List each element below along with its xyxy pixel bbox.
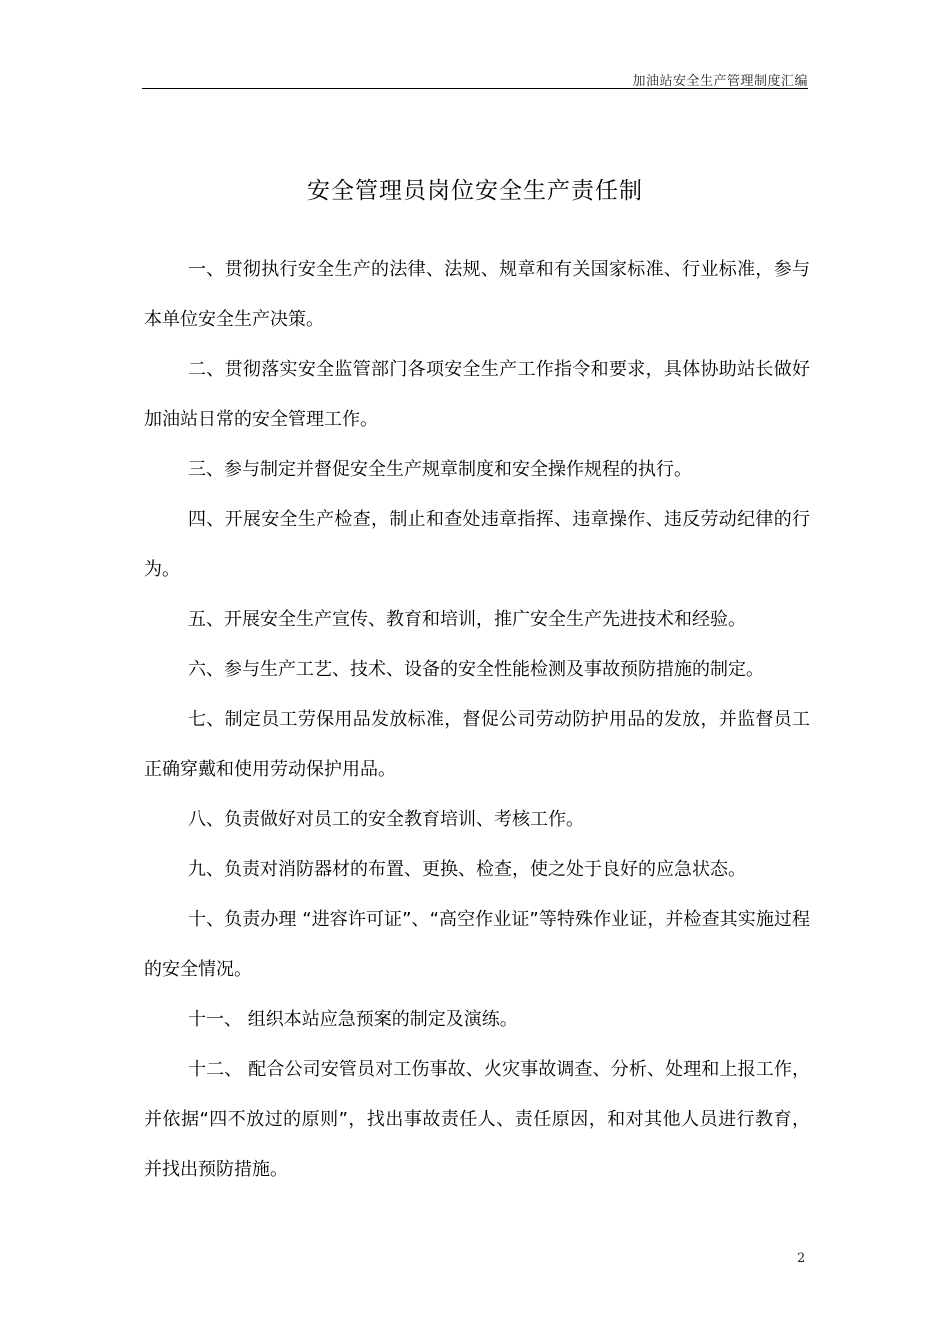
paragraph-7: 七、制定员工劳保用品发放标准，督促公司劳动防护用品的发放，并监督员工正确穿戴和使用劳动保护用品。 [144, 709, 810, 780]
running-header: 加油站安全生产管理制度汇编 [632, 74, 808, 89]
paragraph-11: 十一、 组织本站应急预案的制定及演练。 [188, 1009, 518, 1030]
paragraph-6: 六、参与生产工艺、技术、设备的安全性能检测及事故预防措施的制定。 [188, 659, 764, 680]
header-rule [142, 88, 808, 89]
paragraph-1: 一、贯彻执行安全生产的法律、法规、规章和有关国家标准、行业标准，参与本单位安全生产决策。 [144, 259, 810, 330]
document-title: 安全管理员岗位安全生产责任制 [307, 178, 643, 204]
paragraph-2: 二、贯彻落实安全监管部门各项安全生产工作指令和要求，具体协助站长做好加油站日常的安全管理工作。 [144, 359, 810, 430]
page-number: 2 [797, 1251, 806, 1266]
paragraph-12: 十二、 配合公司安管员对工伤事故、火灾事故调查、分析、处理和上报工作，并依据“四不放过的原则”，找出事故责任人、责任原因，和对其他人员进行教育，并找出预防措施。 [144, 1059, 810, 1180]
document-body [144, 245, 810, 1195]
paragraph-3: 三、参与制定并督促安全生产规章制度和安全操作规程的执行。 [188, 459, 692, 480]
paragraph-9: 九、负责对消防器材的布置、更换、检查，使之处于良好的应急状态。 [188, 859, 746, 880]
paragraph-8: 八、负责做好对员工的安全教育培训、考核工作。 [188, 809, 584, 830]
paragraph-5: 五、开展安全生产宣传、教育和培训，推广安全生产先进技术和经验。 [188, 609, 746, 630]
paragraph-4: 四、开展安全生产检查，制止和查处违章指挥、违章操作、违反劳动纪律的行为。 [144, 509, 810, 580]
paragraph-10: 十、负责办理 “进容许可证”、“高空作业证”等特殊作业证，并检查其实施过程的安全情况。 [144, 909, 810, 980]
